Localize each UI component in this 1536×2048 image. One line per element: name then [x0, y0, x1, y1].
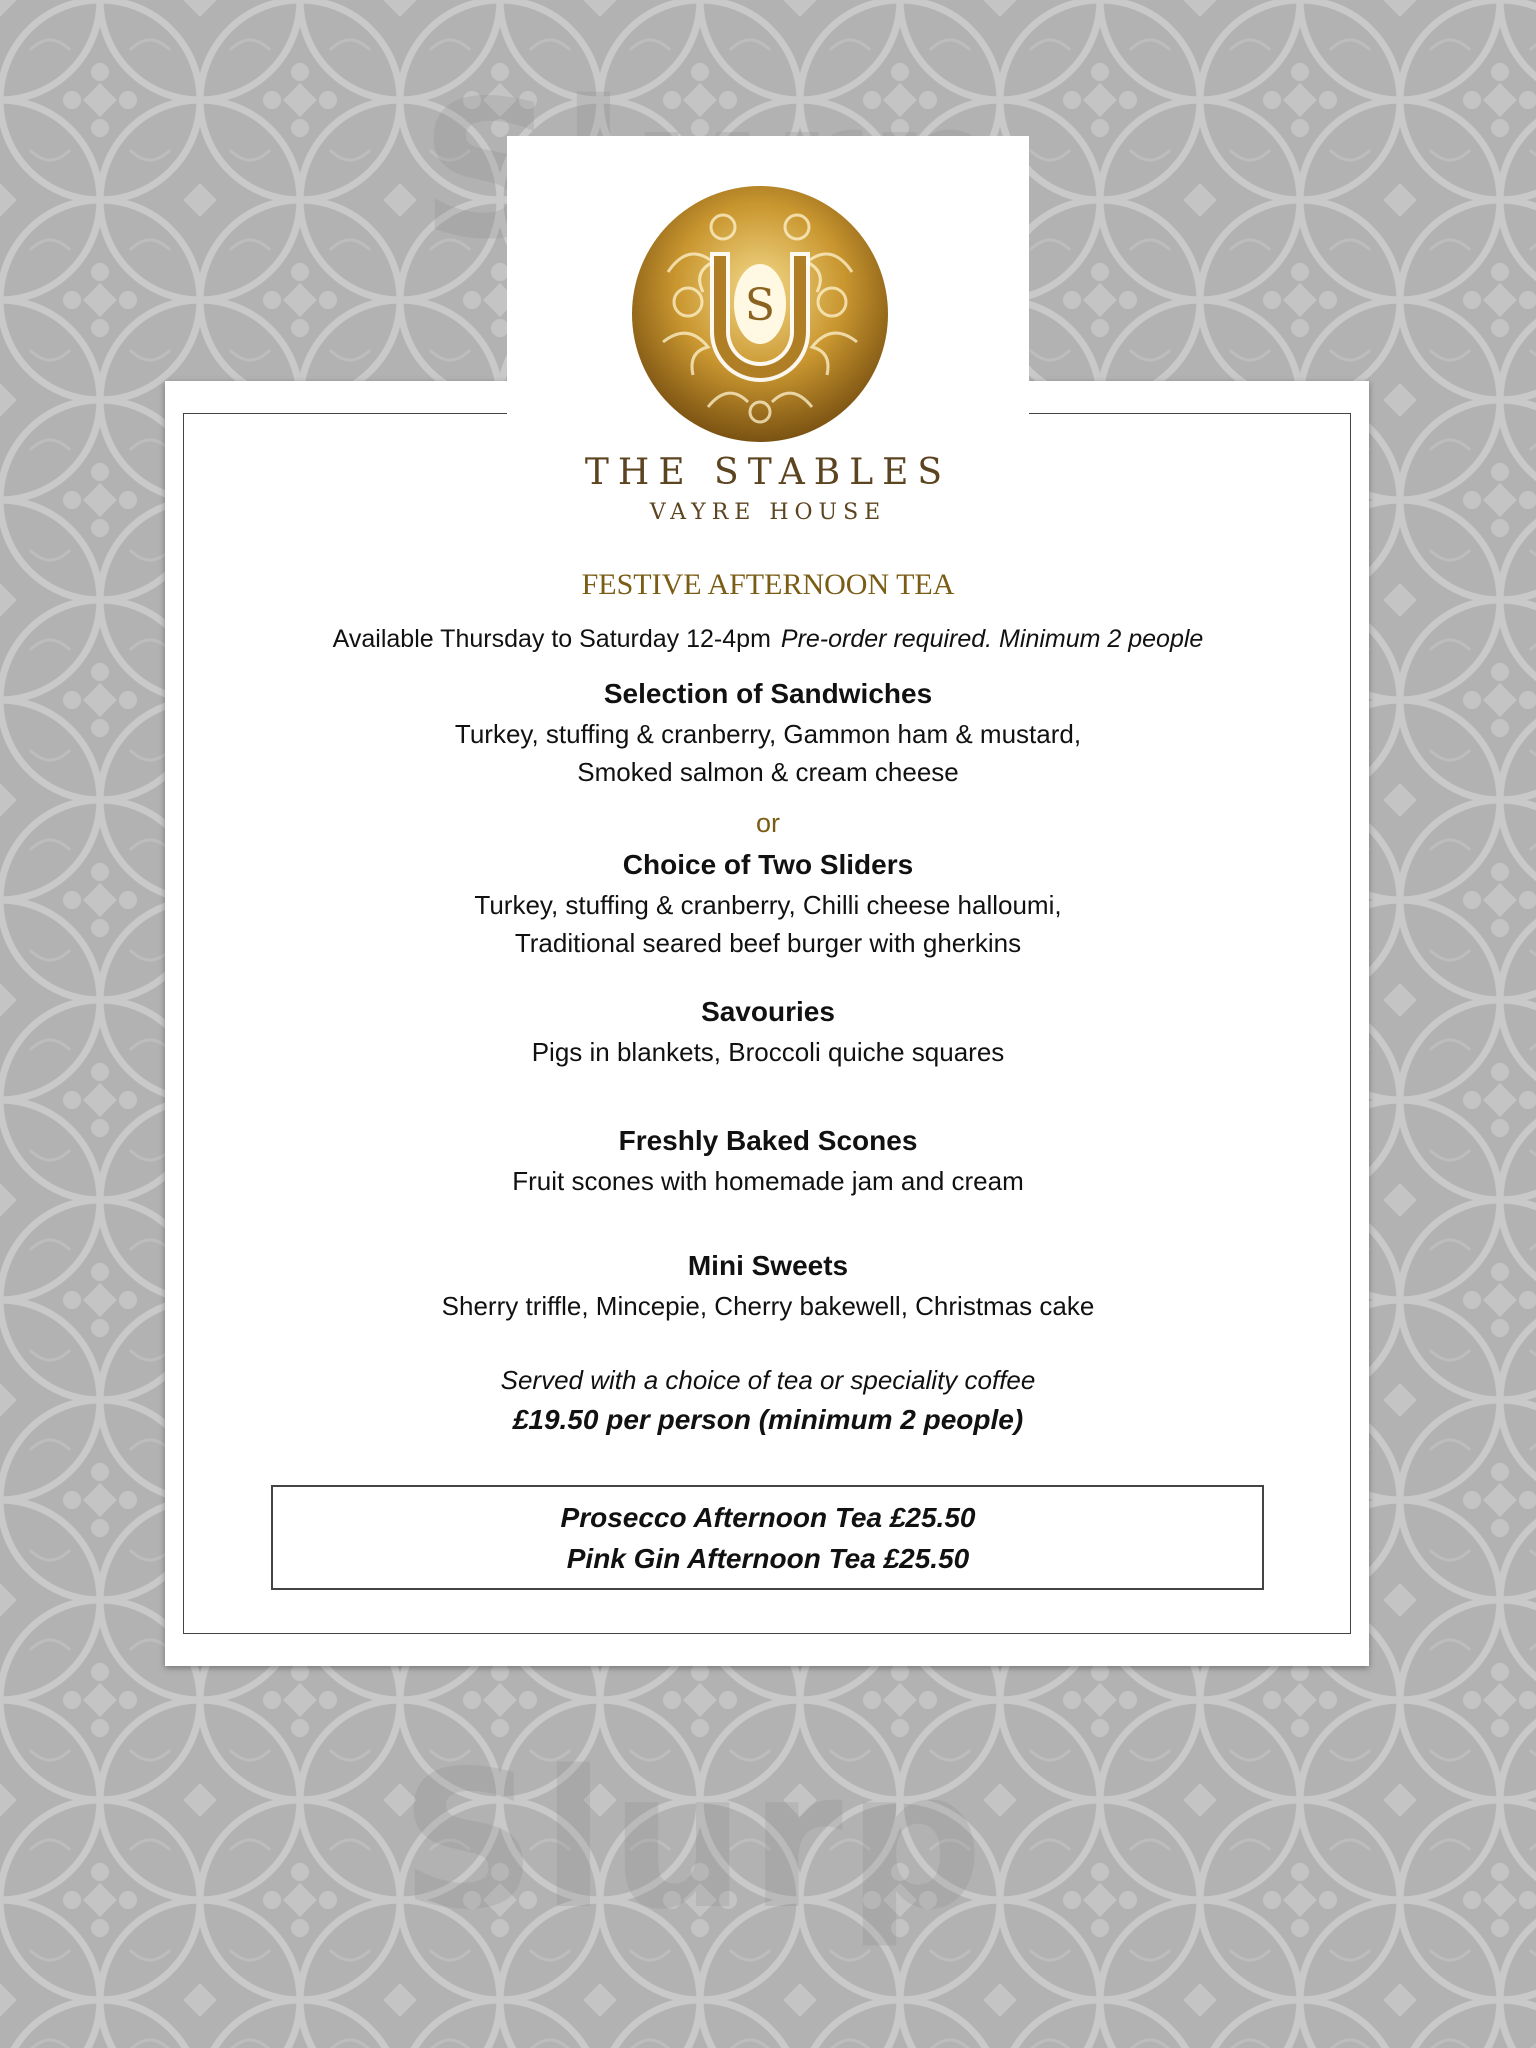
- section-line: Turkey, stuffing & cranberry, Gammon ham & mustard,: [454, 719, 1082, 749]
- section-line: Fruit scones with homemade jam and cream: [512, 1166, 1024, 1196]
- brand-location: VAYRE HOUSE: [649, 500, 887, 525]
- logo-letter: S: [744, 280, 776, 331]
- menu-title: FESTIVE AFTERNOON TEA: [581, 568, 955, 601]
- price-per-person: £19.50 per person (minimum 2 people): [512, 1404, 1024, 1435]
- section-line: Pigs in blankets, Broccoli quiche squares: [531, 1037, 1005, 1067]
- upgrade-prosecco: Prosecco Afternoon Tea £25.50: [560, 1502, 976, 1533]
- served-with-note: Served with a choice of tea or speciality coffee: [500, 1365, 1036, 1395]
- section-heading-mini-sweets: Mini Sweets: [687, 1250, 849, 1281]
- upgrade-pink-gin: Pink Gin Afternoon Tea £25.50: [566, 1543, 970, 1574]
- section-line: Traditional seared beef burger with gherkins: [514, 928, 1022, 958]
- section-line: Turkey, stuffing & cranberry, Chilli cheese halloumi,: [474, 890, 1062, 920]
- availability-text: Available Thursday to Saturday 12-4pm: [332, 625, 771, 653]
- availability-line: [0, 625, 1536, 654]
- or-separator: or: [755, 808, 780, 838]
- horseshoe-logo-icon: [628, 182, 892, 446]
- section-heading-sandwiches: Selection of Sandwiches: [603, 678, 933, 709]
- section-line: Sherry triffle, Mincepie, Cherry bakewell, Christmas cake: [441, 1291, 1095, 1321]
- section-heading-savouries: Savouries: [701, 996, 835, 1027]
- brand-name: THE STABLES: [584, 452, 952, 493]
- section-heading-scones: Freshly Baked Scones: [618, 1125, 918, 1156]
- availability-note: Pre-order required. Minimum 2 people: [780, 625, 1204, 653]
- section-heading-sliders: Choice of Two Sliders: [622, 849, 914, 880]
- section-line: Smoked salmon & cream cheese: [577, 757, 959, 787]
